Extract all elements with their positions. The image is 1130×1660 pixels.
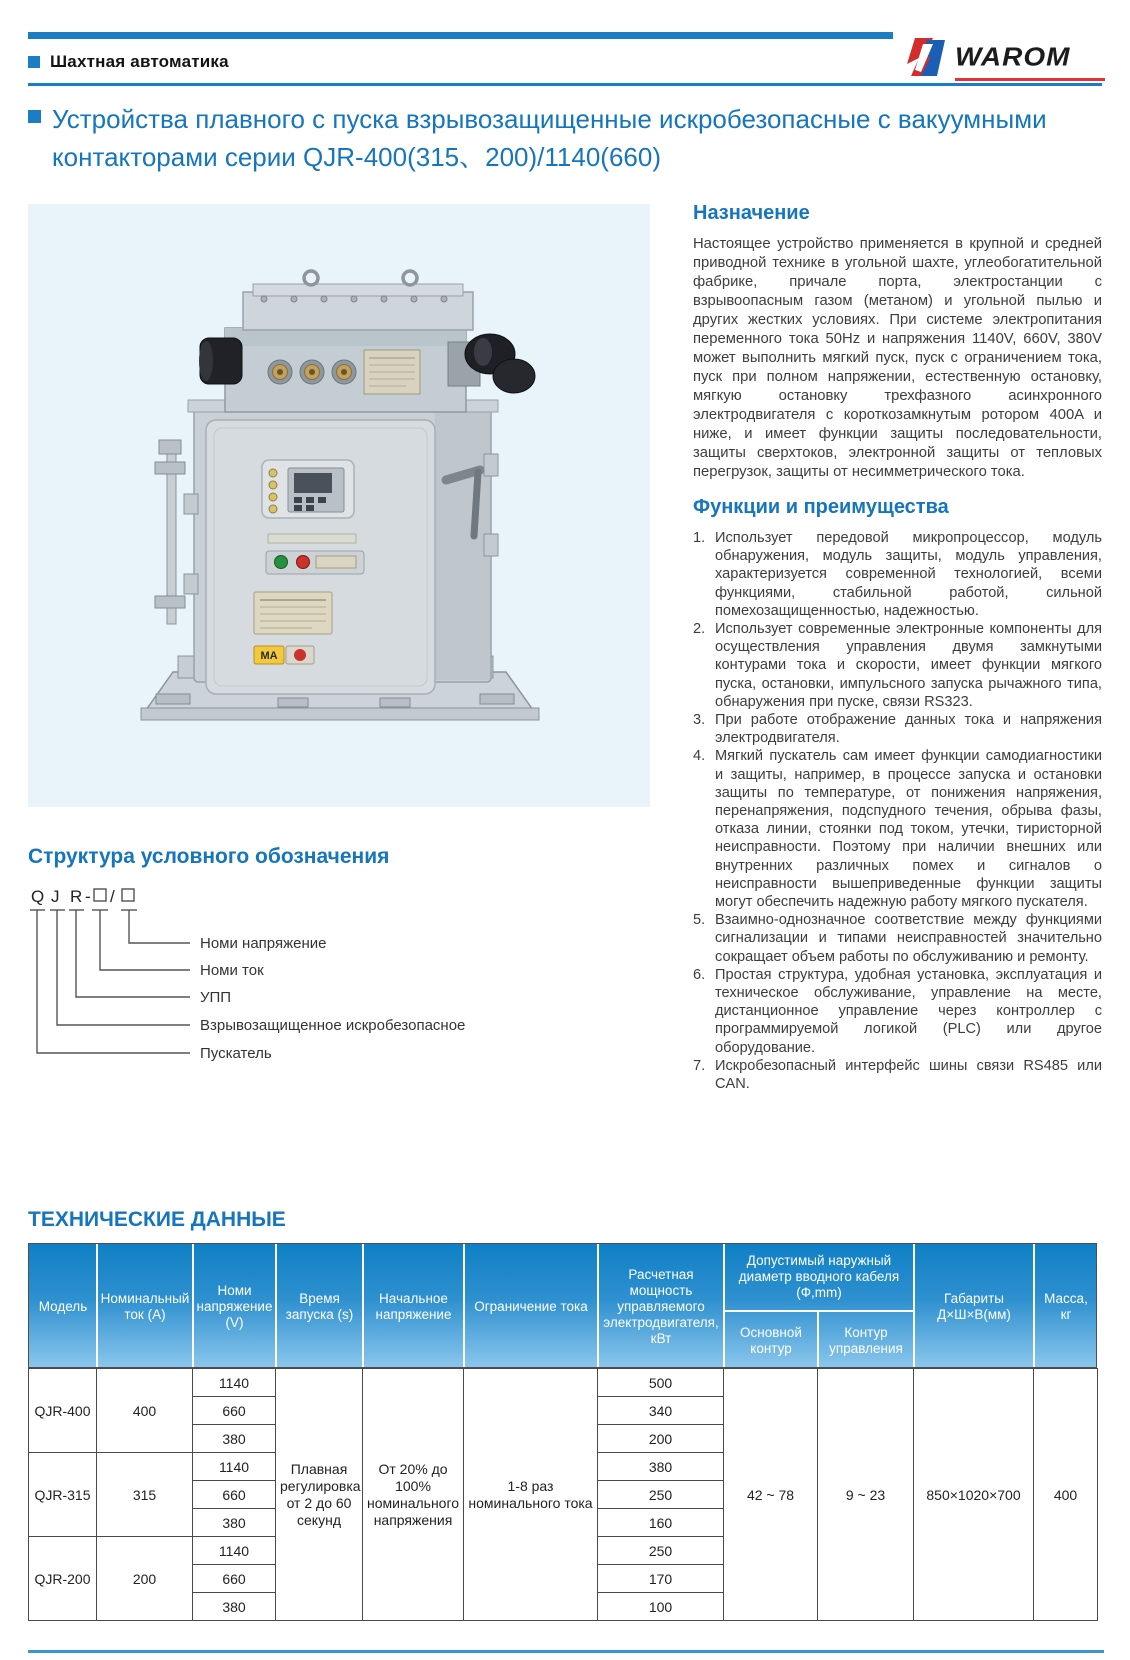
designation-diagram bbox=[28, 883, 628, 1078]
right-column bbox=[693, 202, 1102, 1093]
cell-cable-ctrl: 9 ~ 23 bbox=[818, 1369, 914, 1621]
col-header-voltage: Номи напряжение (V) bbox=[196, 1282, 273, 1330]
cable-glands bbox=[268, 360, 356, 384]
cell-power: 250 bbox=[598, 1481, 724, 1509]
col-header-cable-main: Основной контур bbox=[740, 1324, 802, 1356]
cell-voltage: 660 bbox=[193, 1397, 276, 1425]
designation-label: УПП bbox=[200, 989, 232, 1006]
cell-voltage: 380 bbox=[193, 1425, 276, 1453]
cell-model: QJR-315 bbox=[29, 1453, 97, 1537]
structure-heading: Структура условного обозначения bbox=[28, 845, 390, 868]
feature-item: Простая структура, удобная установка, эксплуатация и техническое обслуживание, управление на месте, дистанционное управление через контроллер с программируемой логикой (PLC) или другое оборудование. bbox=[715, 966, 1102, 1056]
col-header-cable-ctrl: Контур управления bbox=[829, 1324, 903, 1356]
code-letter-q: Q bbox=[31, 887, 45, 906]
cell-power: 100 bbox=[598, 1593, 724, 1621]
warom-logo-icon bbox=[903, 34, 949, 80]
cell-dims: 850×1020×700 bbox=[914, 1369, 1034, 1621]
cell-voltage: 380 bbox=[193, 1593, 276, 1621]
designation-label: Номи напряжение bbox=[200, 935, 327, 952]
brand-wordmark: WAROM bbox=[955, 42, 1071, 71]
cell-voltage: 660 bbox=[193, 1481, 276, 1509]
cell-start-time: Плавная регулировка от 2 до 60 секунд bbox=[276, 1369, 363, 1621]
cell-power: 500 bbox=[598, 1369, 724, 1397]
designation-label: Пускатель bbox=[200, 1045, 272, 1062]
feature-item: Использует современные электронные компоненты для осуществления управления двумя замкнутыми контурами тока и скорости, имеет функции мягкого пуска, остановки, импульсного запуска рычажного типа, обнаружения при пуске, связи RS323. bbox=[715, 621, 1102, 710]
purpose-body: Настоящее устройство применяется в крупной и средней приводной технике в угольной шахте, углеобогатительной фабрике, причале порта, электростанции с взрывоопасным газом (метаном) и угольной пылью и других жестких условиях. При системе электропитания переменного тока 50Hz и напряжения 1140V, 660V, 380V может выполнить мягкий пуск, пуск с ограничением тока, пуск при полном напряжении, естественную остановку, мягкую остановку трехфазного асинхронного электродвигателя с короткозамкнутым ротором 400A и ниже, и имеет функции защиты последовательности, защиты сверхтоков, электронной защиты от тепловых перегрузок, защиты от несимметрического тока. bbox=[693, 236, 1102, 480]
page-title: Устройства плавного с пуска взрывозащищенные искробезопасные с вакуумными контакторами серии QJR-400(315、200)/1140(660) bbox=[52, 104, 1047, 172]
designation-label: Взрывозащищенное искробезопасное bbox=[200, 1017, 466, 1034]
col-header-start-time: Время запуска (s) bbox=[285, 1290, 354, 1322]
cell-model: QJR-400 bbox=[29, 1369, 97, 1453]
col-header-init-voltage: Начальное напряжение bbox=[375, 1290, 452, 1322]
cell-current: 200 bbox=[97, 1537, 193, 1621]
col-header-current-limit: Ограничение тока bbox=[474, 1298, 588, 1314]
cell-power: 380 bbox=[598, 1453, 724, 1481]
technical-heading: ТЕХНИЧЕСКИЕ ДАННЫЕ bbox=[28, 1208, 286, 1231]
cell-voltage: 1140 bbox=[193, 1453, 276, 1481]
cell-init-voltage: От 20% до 100% номинального напряжения bbox=[363, 1369, 464, 1621]
cell-power: 200 bbox=[598, 1425, 724, 1453]
purpose-heading: Назначение bbox=[693, 202, 810, 224]
cell-power: 340 bbox=[598, 1397, 724, 1425]
code-letter-r: R bbox=[70, 887, 83, 906]
kicker-bullet-icon bbox=[28, 56, 40, 68]
cell-power: 160 bbox=[598, 1509, 724, 1537]
cell-voltage: 1140 bbox=[193, 1369, 276, 1397]
header-top-bar bbox=[28, 32, 893, 39]
brand-logo bbox=[903, 34, 1105, 86]
cell-current: 315 bbox=[97, 1453, 193, 1537]
section-kicker bbox=[28, 52, 229, 72]
table-row bbox=[29, 1369, 1098, 1397]
product-photo bbox=[28, 204, 650, 807]
cell-mass: 400 bbox=[1034, 1369, 1098, 1621]
product-photo-illustration bbox=[28, 204, 650, 807]
feature-item: Использует передовой микропроцессор, модуль обнаружения, модуль защиты, модуль управления, характеризуется современной технологией, всеми функциями, стабильной работой, сильной помехозащищенностью, надежностью. bbox=[715, 530, 1102, 619]
footer-rule bbox=[28, 1650, 1104, 1653]
feature-item: Взаимно-однозначное соответствие между функциями сигнализации и типами неисправностей значительно сокращает объем работы по обслуживанию и ремонту. bbox=[715, 912, 1102, 965]
header-rule bbox=[28, 83, 1102, 86]
cell-model: QJR-200 bbox=[29, 1537, 97, 1621]
col-header-model: Модель bbox=[38, 1298, 88, 1314]
code-letter-j: J bbox=[51, 887, 60, 906]
code-box-voltage bbox=[122, 889, 134, 901]
code-box-current bbox=[94, 889, 106, 901]
feature-item: При работе отображение данных тока и напряжения электродвигателя. bbox=[715, 712, 1102, 747]
cell-current-limit: 1-8 раз номинального тока bbox=[464, 1369, 598, 1621]
col-header-dims: Габариты Д×Ш×В(мм) bbox=[937, 1290, 1011, 1322]
cell-current: 400 bbox=[97, 1369, 193, 1453]
feature-item: Искробезопасный интерфейс шины связи RS485 или CAN. bbox=[715, 1057, 1102, 1093]
title-bullet-icon bbox=[28, 110, 41, 123]
cell-cable-main: 42 ~ 78 bbox=[724, 1369, 818, 1621]
designation-label: Номи ток bbox=[200, 962, 264, 979]
cell-voltage: 380 bbox=[193, 1509, 276, 1537]
code-dash: - bbox=[85, 887, 91, 906]
col-header-current: Номинальный ток (A) bbox=[100, 1290, 190, 1322]
technical-data-table bbox=[28, 1368, 1098, 1621]
col-header-cable: Допустимый наружный диаметр вводного кабеля (Ф,mm) bbox=[738, 1253, 900, 1300]
cell-power: 250 bbox=[598, 1537, 724, 1565]
kicker-label: Шахтная автоматика bbox=[50, 52, 229, 71]
code-slash: / bbox=[110, 887, 115, 906]
cell-voltage: 660 bbox=[193, 1565, 276, 1593]
logo-underline bbox=[955, 78, 1105, 81]
features-list bbox=[693, 529, 1102, 1093]
cell-voltage: 1140 bbox=[193, 1537, 276, 1565]
features-heading: Функции и преимущества bbox=[693, 496, 949, 518]
cell-power: 170 bbox=[598, 1565, 724, 1593]
col-header-mass: Масса, кг bbox=[1044, 1290, 1088, 1322]
col-header-power: Расчетная мощность управляемого электродвигателя, кВт bbox=[603, 1266, 719, 1346]
table-header bbox=[28, 1243, 1097, 1368]
ma-badge-label: MA bbox=[260, 650, 278, 662]
page-title-block bbox=[28, 100, 1108, 176]
feature-item: Мягкий пускатель сам имеет функции самодиагностики и защиты, например, в процессе запуска и остановки защиты по температуре, от понижения напряжения, перенапряжения, подспудного течения, обрыва фазы, отказа линии, стоянки под током, утечки, тиристорной неисправности. Поэтому при наличии внешних или внутренних различных помех и сигналов о неисправности вышеприведенные функции защиты могут обеспечить надежную работу мягкого пускателя. bbox=[715, 748, 1102, 911]
